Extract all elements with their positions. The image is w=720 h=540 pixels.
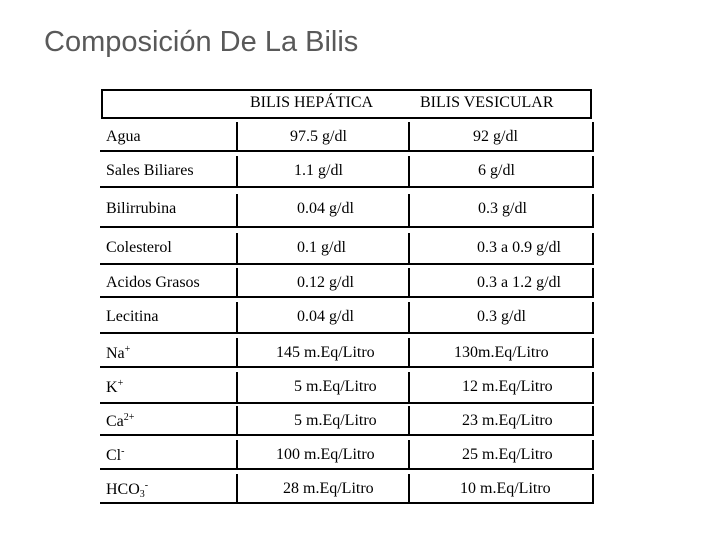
row-label-text: HCO xyxy=(106,481,140,498)
row-label-text: Ca xyxy=(106,413,124,430)
row-label xyxy=(106,344,130,363)
vesicular-value: 25 m.Eq/Litro xyxy=(462,446,553,463)
header-hepatica: BILIS HEPÁTICA xyxy=(250,94,374,111)
row-label-text: Cl xyxy=(106,447,122,464)
row-label xyxy=(106,308,158,326)
hepatica-value: 145 m.Eq/Litro xyxy=(276,344,375,361)
row-label xyxy=(106,480,148,500)
row-label-text: Sales Biliares xyxy=(106,162,194,179)
hepatica-value: 0.1 g/dl xyxy=(297,239,346,256)
vesicular-value: 6 g/dl xyxy=(478,162,515,179)
row-label xyxy=(106,162,194,180)
header-box-right xyxy=(590,89,592,119)
hepatica-value: 1.1 g/dl xyxy=(294,162,343,179)
vesicular-value: 0.3 a 1.2 g/dl xyxy=(477,274,561,291)
vesicular-value: 0.3 g/dl xyxy=(478,200,527,217)
header-box-top xyxy=(101,89,592,91)
vesicular-value: 12 m.Eq/Litro xyxy=(462,378,553,395)
row-label-text: Bilirrubina xyxy=(106,200,177,217)
vesicular-value: 130m.Eq/Litro xyxy=(454,344,549,361)
row-label-superscript: - xyxy=(144,480,149,491)
row-label xyxy=(106,239,172,257)
row-label xyxy=(106,412,134,431)
row-label-superscript: - xyxy=(121,446,125,457)
row-label-text: Na xyxy=(106,345,125,362)
hepatica-value: 5 m.Eq/Litro xyxy=(294,378,377,395)
header-box-left xyxy=(101,89,103,119)
hepatica-value: 28 m.Eq/Litro xyxy=(283,480,374,497)
row-label xyxy=(106,446,124,465)
row-label-text: K xyxy=(106,379,118,396)
header-box-bottom xyxy=(101,117,592,119)
page-title: Composición De La Bilis xyxy=(44,26,359,58)
row-label-superscript: 2+ xyxy=(123,412,135,423)
hepatica-value: 0.04 g/dl xyxy=(297,200,354,217)
header-vesicular: BILIS VESICULAR xyxy=(420,94,554,111)
row-label-superscript: + xyxy=(117,378,124,389)
row-label-text: Acidos Grasos xyxy=(106,274,200,291)
row-label xyxy=(106,128,141,146)
vesicular-value: 0.3 g/dl xyxy=(477,308,526,325)
row-label-superscript: + xyxy=(124,344,131,355)
row-label xyxy=(106,274,200,292)
vesicular-value: 92 g/dl xyxy=(473,128,518,145)
row-label xyxy=(106,200,176,218)
row-label xyxy=(106,378,123,397)
row-label-text: Agua xyxy=(106,128,141,145)
vesicular-value: 23 m.Eq/Litro xyxy=(462,412,553,429)
hepatica-value: 97.5 g/dl xyxy=(290,128,347,145)
row-label-subscript: 3 xyxy=(139,489,145,500)
hepatica-value: 0.12 g/dl xyxy=(297,274,354,291)
vesicular-value: 0.3 a 0.9 g/dl xyxy=(477,239,561,256)
row-label-text: Lecitina xyxy=(106,308,159,325)
hepatica-value: 100 m.Eq/Litro xyxy=(276,446,375,463)
row-label-text: Colesterol xyxy=(106,239,172,256)
hepatica-value: 5 m.Eq/Litro xyxy=(294,412,377,429)
hepatica-value: 0.04 g/dl xyxy=(297,308,354,325)
vesicular-value: 10 m.Eq/Litro xyxy=(460,480,551,497)
